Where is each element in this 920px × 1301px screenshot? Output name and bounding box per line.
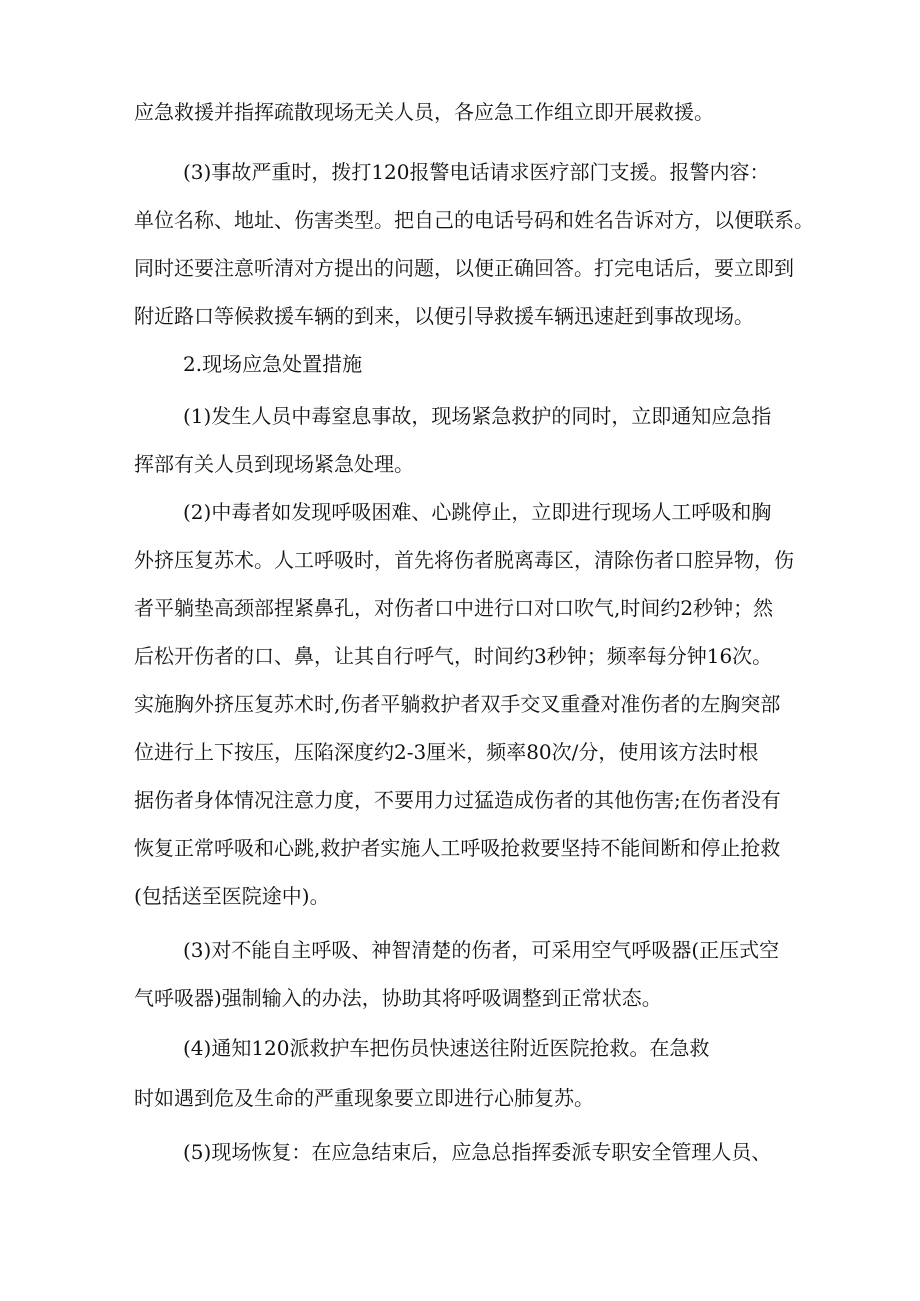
text-line: 位进行上下按压，压陷深度约2-3厘米，频率80次/分，使用该方法时根 bbox=[134, 740, 759, 764]
text-line: 挥部有关人员到现场紧急处理。 bbox=[134, 452, 414, 476]
text-line: (4)通知120派救护车把伤员快速送往附近医院抢救。在急救 bbox=[183, 1036, 710, 1060]
text-line: (3)事故严重时，拨打120报警电话请求医疗部门支援。报警内容： bbox=[183, 160, 770, 184]
text-line: 恢复正常呼吸和心跳,救护者实施人工呼吸抢救要坚持不能间断和停止抢救 bbox=[134, 836, 781, 860]
text-line: 同时还要注意听清对方提出的问题，以便正确回答。打完电话后，要立即到 bbox=[134, 256, 794, 280]
text-line: (包括送至医院途中)。 bbox=[134, 884, 330, 908]
text-line: 气呼吸器)强制输入的办法，协助其将呼吸调整到正常状态。 bbox=[134, 986, 662, 1010]
text-line: 据伤者身体情况注意力度，不要用力过猛造成伤者的其他伤害;在伤者没有 bbox=[134, 788, 781, 812]
text-line: (3)对不能自主呼吸、神智清楚的伤者，可采用空气呼吸器(正压式空 bbox=[183, 938, 780, 962]
text-line: 实施胸外挤压复苏术时,伤者平躺救护者双手交叉重叠对准伤者的左胸突部 bbox=[134, 692, 781, 716]
text-line: 后松开伤者的口、鼻，让其自行呼气，时间约3秒钟；频率每分钟16次。 bbox=[134, 644, 773, 668]
text-line: (1)发生人员中毒窒息事故，现场紧急救护的同时，立即通知应急指 bbox=[183, 404, 772, 428]
text-line: (2)中毒者如发现呼吸困难、心跳停止，立即进行现场人工呼吸和胸 bbox=[183, 500, 772, 524]
text-line: 外挤压复苏术。人工呼吸时，首先将伤者脱离毒区，清除伤者口腔异物，伤 bbox=[134, 548, 794, 572]
text-line: 者平躺垫高颈部捏紧鼻孔，对伤者口中进行口对口吹气,时间约2秒钟；然 bbox=[134, 596, 774, 620]
text-line: (5)现场恢复：在应急结束后，应急总指挥委派专职安全管理人员、 bbox=[183, 1140, 772, 1164]
text-line: 附近路口等候救援车辆的到来，以便引导救援车辆迅速赶到事故现场。 bbox=[134, 304, 754, 328]
text-line: 单位名称、地址、伤害类型。把自己的电话号码和姓名告诉对方，以便联系。 bbox=[134, 208, 814, 232]
text-line: 时如遇到危及生命的严重现象要立即进行心肺复苏。 bbox=[134, 1086, 594, 1110]
text-line: 应急救援并指挥疏散现场无关人员，各应急工作组立即开展救援。 bbox=[134, 100, 714, 124]
section-heading: 2.现场应急处置措施 bbox=[183, 352, 363, 376]
